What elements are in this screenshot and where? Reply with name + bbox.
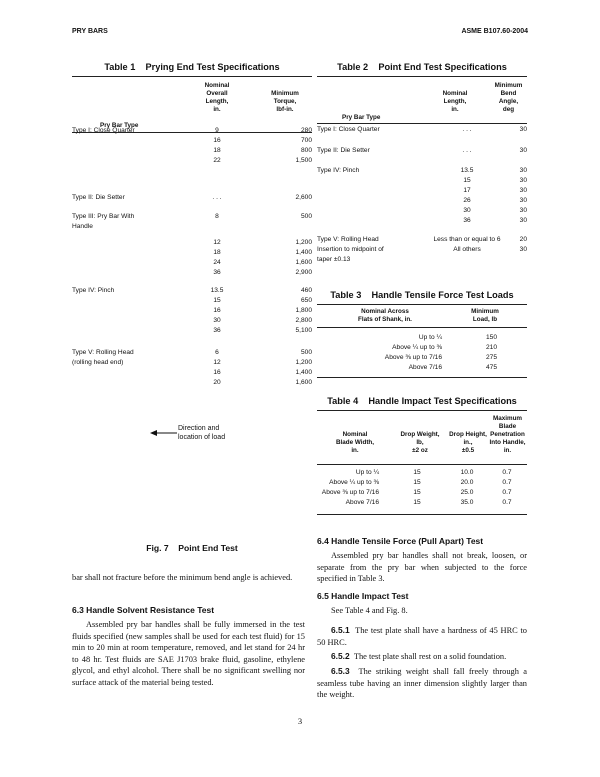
table-cell: 5,100: [295, 327, 312, 334]
header-line: Maximum: [492, 415, 523, 422]
table-cell: 30: [519, 167, 527, 174]
section-6-4-heading: 6.4 Handle Tensile Force (Pull Apart) Test: [317, 536, 484, 546]
table-cell: 1,600: [295, 379, 312, 386]
table-cell: 36: [213, 269, 221, 276]
header-line: Torque,: [273, 98, 297, 105]
header-line: Flats of Shank, in.: [358, 316, 412, 323]
table-cell: Above 7/16: [345, 499, 379, 506]
table-cell: 13.5: [210, 287, 224, 294]
table-cell: (rolling head end): [72, 359, 124, 366]
header-line: Into Handle,: [489, 439, 526, 446]
figure-annotation: Direction and location of load: [178, 425, 226, 441]
table-cell: 460: [300, 287, 312, 294]
table-cell: Type IV: Pinch: [72, 287, 115, 294]
table-cell: Type I: Close Quarter: [72, 127, 135, 134]
table-cell: Type III: Pry Bar With: [72, 213, 135, 220]
table-cell: Above 7/16: [408, 364, 442, 371]
table-cell: Above ¼ up to ⅜: [392, 344, 442, 351]
header-line: Load, lb: [472, 316, 498, 323]
table2-col3-header: [490, 82, 527, 114]
table-cell: 16: [213, 369, 221, 376]
section-6-5-2: 6.5.2 The test plate shall rest on a solid foundation.: [331, 651, 507, 661]
table3-title: Table 3 Handle Tensile Force Test Loads: [330, 290, 514, 300]
table-cell: 1,400: [295, 249, 312, 256]
table-cell: 15: [413, 499, 421, 506]
table-cell: Insertion to midpoint of: [317, 246, 384, 253]
table4-col4-header: [488, 415, 527, 455]
table-cell: 275: [485, 354, 497, 361]
table-cell: 1,400: [295, 369, 312, 376]
table-cell: 1,500: [295, 157, 312, 164]
header-line: Blade: [498, 423, 517, 430]
table-cell: 700: [300, 137, 312, 144]
table-cell: 26: [463, 197, 471, 204]
table2-col1-header: Pry Bar Type: [342, 114, 381, 121]
table-cell: 2,900: [295, 269, 312, 276]
table-cell: 20: [213, 379, 221, 386]
table-cell: Type II: Die Setter: [317, 147, 370, 154]
table-cell: Type I: Close Quarter: [317, 126, 380, 133]
table-cell: . . .: [462, 126, 472, 133]
table-cell: . . .: [462, 147, 472, 154]
table-cell: 22: [213, 157, 221, 164]
table-cell: 30: [519, 147, 527, 154]
table-cell: Up to ¼: [418, 334, 442, 341]
table1-col1-header: Pry Bar Type: [100, 122, 139, 129]
table-cell: 20: [519, 236, 527, 243]
running-header-right: ASME B107.60-2004: [461, 28, 528, 35]
section-6-5-intro: See Table 4 and Fig. 8.: [331, 606, 408, 615]
table-cell: 8: [215, 213, 219, 220]
table-cell: 15: [213, 297, 221, 304]
table-cell: 2,600: [295, 194, 312, 201]
table-cell: Type IV: Pinch: [317, 167, 360, 174]
table-cell: 30: [519, 126, 527, 133]
header-line: in.: [503, 447, 512, 454]
header-line: in.,: [463, 439, 473, 446]
header-line: Nominal: [204, 82, 230, 89]
table-cell: 15: [413, 489, 421, 496]
table-cell: 30: [213, 317, 221, 324]
table-cell: 9: [215, 127, 219, 134]
header-line: Nominal: [442, 90, 468, 97]
header-line: Nominal: [342, 431, 368, 438]
table-cell: 6: [215, 349, 219, 356]
table-cell: Less than or equal to 6: [433, 236, 501, 243]
section-6-5-heading: 6.5 Handle Impact Test: [317, 591, 409, 601]
table-cell: 15: [413, 479, 421, 486]
header-line: Penetration: [490, 431, 525, 438]
table-cell: 0.7: [502, 489, 512, 496]
table-cell: 36: [463, 217, 471, 224]
table-cell: 16: [213, 307, 221, 314]
section-6-3-body: Assembled pry bar handles shall be fully immersed in the test fluids specified (new samples shall be used for each test fluid) for 15 min to 20 min at room temperature, removed, and let stand for 24 hr to 48 hr. Test fluids are SAE J1703 brake fluid, gasoline, ethylene glycol, and ethyl alcohol. There shall be no significant swelling nor surface attack of the material being tested.: [72, 620, 305, 687]
header-line: Minimum: [271, 90, 299, 97]
table-cell: Above ⅜ up to 7/16: [384, 354, 442, 361]
header-line: Minimum: [494, 82, 523, 89]
page-number: 3: [297, 716, 303, 726]
table-cell: 1,200: [295, 359, 312, 366]
table-cell: 13.5: [460, 167, 474, 174]
table-cell: . . .: [212, 194, 222, 201]
header-line: Nominal Across: [361, 308, 409, 315]
header-line: Length,: [443, 98, 467, 105]
table4-col3-header: [448, 431, 488, 455]
direction-arrow: [150, 426, 178, 444]
header-line: Drop Height,: [449, 431, 487, 438]
header-line: lb,: [416, 439, 424, 446]
table-cell: Type II: Die Setter: [72, 194, 125, 201]
header-line: Angle,: [498, 98, 519, 105]
table-cell: Type V: Rolling Head: [72, 349, 134, 356]
header-line: ±2 oz: [412, 447, 428, 454]
figure-caption: Fig. 7 Point End Test: [146, 543, 238, 553]
header-line: ±0.5: [461, 447, 475, 454]
table3-col1-header: [330, 308, 440, 324]
table-cell: 35.0: [460, 499, 474, 506]
running-header-left: PRY BARS: [72, 28, 108, 35]
table-cell: 800: [300, 147, 312, 154]
table-cell: 0.7: [502, 469, 512, 476]
table-cell: Up to ¼: [355, 469, 379, 476]
header-line: Bend: [500, 90, 517, 97]
table-cell: 12: [213, 239, 221, 246]
header-line: deg: [502, 106, 515, 113]
table-cell: 500: [300, 213, 312, 220]
header-line: Blade Width,: [335, 439, 375, 446]
table2-title: Table 2 Point End Test Specifications: [337, 62, 507, 72]
table1-col3-header: [258, 90, 312, 114]
header-line: Minimum: [471, 308, 499, 315]
table-cell: 25.0: [460, 489, 474, 496]
table-cell: 150: [485, 334, 497, 341]
table1-col2-header: [192, 82, 242, 114]
table-cell: 1,800: [295, 307, 312, 314]
table3-col2-header: [450, 308, 520, 324]
table-cell: 1,200: [295, 239, 312, 246]
table2-col2-header: [430, 90, 480, 114]
table-cell: Above ⅜ up to 7/16: [321, 489, 379, 496]
table-cell: 15: [463, 177, 471, 184]
section-6-3-heading: 6.3 Handle Solvent Resistance Test: [72, 605, 215, 615]
header-line: in.: [213, 106, 221, 113]
table-cell: 18: [213, 147, 221, 154]
table-cell: 650: [300, 297, 312, 304]
table-cell: 36: [213, 327, 221, 334]
section-6-4-body: Assembled pry bar handles shall not break, loosen, or separate from the pry bar when subjected to the force specified in Table 3.: [317, 551, 527, 583]
table-cell: Type V: Rolling Head: [317, 236, 379, 243]
header-line: in.: [351, 447, 359, 454]
table-cell: Handle: [72, 223, 93, 230]
table-cell: Above ¼ up to ⅜: [329, 479, 379, 486]
table-cell: 0.7: [502, 479, 512, 486]
table-cell: All others: [453, 246, 481, 253]
table-cell: 30: [463, 207, 471, 214]
table-cell: 0.7: [502, 499, 512, 506]
table4-title: Table 4 Handle Impact Test Specifications: [327, 396, 517, 406]
table-cell: 500: [300, 349, 312, 356]
table-cell: 210: [485, 344, 497, 351]
table-cell: 475: [485, 364, 497, 371]
table-cell: 30: [519, 197, 527, 204]
table-cell: 2,800: [295, 317, 312, 324]
table-cell: 17: [463, 187, 471, 194]
table-cell: taper ±0.13: [317, 256, 351, 263]
header-line: in.: [451, 106, 459, 113]
table-cell: 280: [300, 127, 312, 134]
table-cell: 10.0: [460, 469, 474, 476]
table-cell: 16: [213, 137, 221, 144]
table-cell: 18: [213, 249, 221, 256]
table-cell: 24: [213, 259, 221, 266]
table-cell: 20.0: [460, 479, 474, 486]
table1-title: Table 1 Prying End Test Specifications: [104, 62, 280, 72]
table-cell: 15: [413, 469, 421, 476]
section-6-5-1: 6.5.1 The test plate shall have a hardness of 45 HRC to 50 HRC.: [317, 625, 527, 647]
intro-paragraph: bar shall not fracture before the minimum bend angle is achieved.: [72, 573, 293, 582]
table-cell: 30: [519, 207, 527, 214]
header-line: Overall: [206, 90, 228, 97]
table-cell: 1,600: [295, 259, 312, 266]
table-cell: 30: [519, 177, 527, 184]
header-line: Length,: [205, 98, 229, 105]
table4-col2-header: [395, 431, 445, 455]
table-cell: 30: [519, 246, 527, 253]
table-cell: 12: [213, 359, 221, 366]
table-cell: 30: [519, 217, 527, 224]
header-line: Drop Weight,: [400, 431, 440, 438]
section-6-5-3: 6.5.3 The striking weight shall fall freely through a seamless tube having an inner dimension slightly larger than the weight.: [317, 666, 528, 699]
header-line: lbf-in.: [276, 106, 294, 113]
table4-col1-header: [325, 431, 385, 455]
table-cell: 30: [519, 187, 527, 194]
